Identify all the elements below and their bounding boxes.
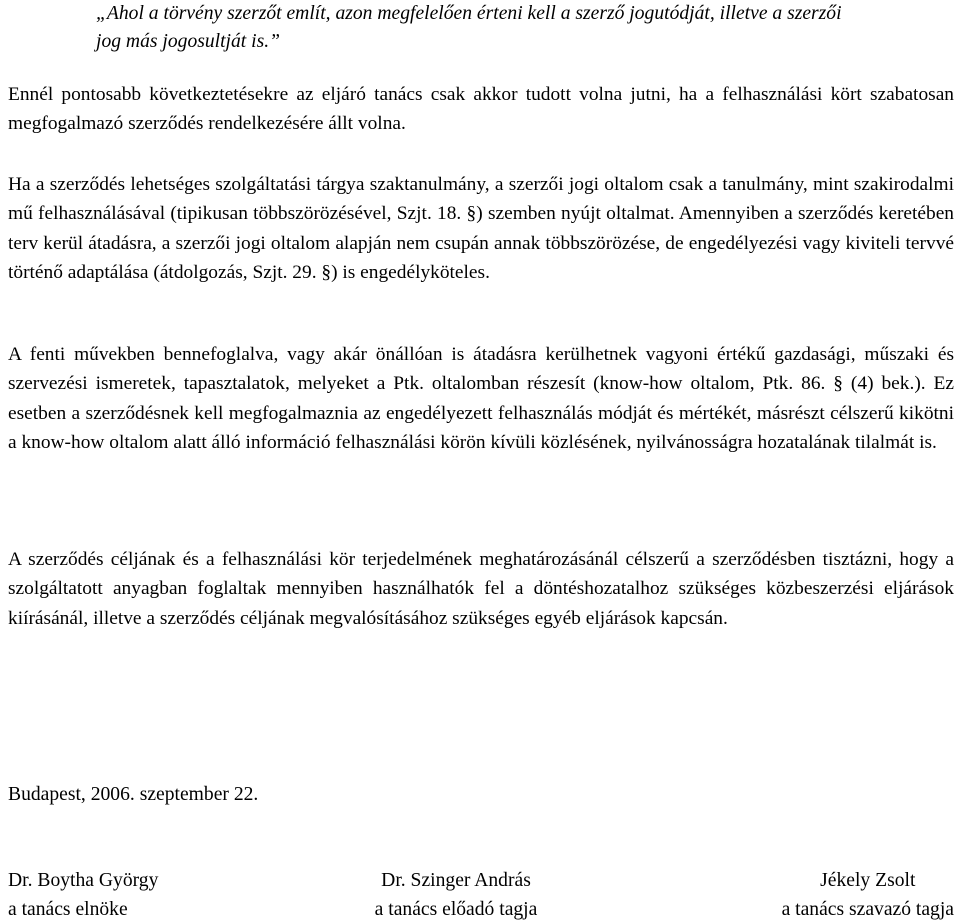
signatory-name: Dr. Szinger András xyxy=(381,870,531,891)
signature-chair xyxy=(8,866,158,924)
paragraph-1: Ennél pontosabb következtetésekre az eljáró tanács csak akkor tudott volna jutni, ha a felhasználási kört szabatosan megfogalmazó szerződés rendelkezésére állt volna. xyxy=(8,84,954,135)
signatory-name: Jékely Zsolt xyxy=(820,870,916,891)
quoted-legal-text: „Ahol a törvény szerzőt említ, azon megfelelően érteni kell a szerző jogutódját, illetve a szerzői jog más jogosultját is.” xyxy=(96,3,842,52)
signature-voting-member xyxy=(782,866,954,924)
paragraph-3: A fenti művekben bennefoglalva, vagy akár önállóan is átadásra kerülhetnek vagyoni értékű gazdasági, műszaki és szervezési ismeretek, tapasztalatok, melyeket a Ptk. oltalomban részesít (know-how oltalom, Ptk. 86. § (4) bek.). Ez esetben a szerződésnek kell megfogalmaznia az engedélyezett felhasználás módját és mértékét, másrészt célszerű kikötni a know-how oltalom alatt álló információ felhasználási körön kívüli közlésének, nyilvánosságra hozatalának tilalmát is. xyxy=(8,344,954,454)
signatory-role: a tanács elnöke xyxy=(8,899,128,920)
paragraph-4: A szerződés céljának és a felhasználási kör terjedelmének meghatározásánál célszerű a szerződésben tisztázni, hogy a szolgáltatott anyagban foglaltak mennyiben használhatók fel a döntéshozatalhoz szükséges közbeszerzési eljárások kiírásánál, illetve a szerződés céljának megvalósításához szükséges egyéb eljárások kapcsán. xyxy=(8,549,954,629)
dateline: Budapest, 2006. szeptember 22. xyxy=(8,784,259,805)
signature-block xyxy=(8,866,954,924)
signatory-role: a tanács előadó tagja xyxy=(374,899,538,920)
signatory-name: Dr. Boytha György xyxy=(8,870,159,891)
signatory-role: a tanács szavazó tagja xyxy=(781,899,954,920)
signature-rapporteur xyxy=(346,866,566,924)
paragraph-2: Ha a szerződés lehetséges szolgáltatási tárgya szaktanulmány, a szerzői jogi oltalom csak a tanulmány, mint szakirodalmi mű felhasználásával (tipikusan többszörözésével, Szjt. 18. §) szemben nyújt oltalmat. Amennyiben a szerződés keretében terv kerül átadásra, a szerzői jogi oltalom alapján nem csupán annak többszörözése, de engedélyezési vagy kiviteli tervvé történő adaptálása (átdolgozás, Szjt. 29. §) is engedélyköteles. xyxy=(8,174,954,284)
